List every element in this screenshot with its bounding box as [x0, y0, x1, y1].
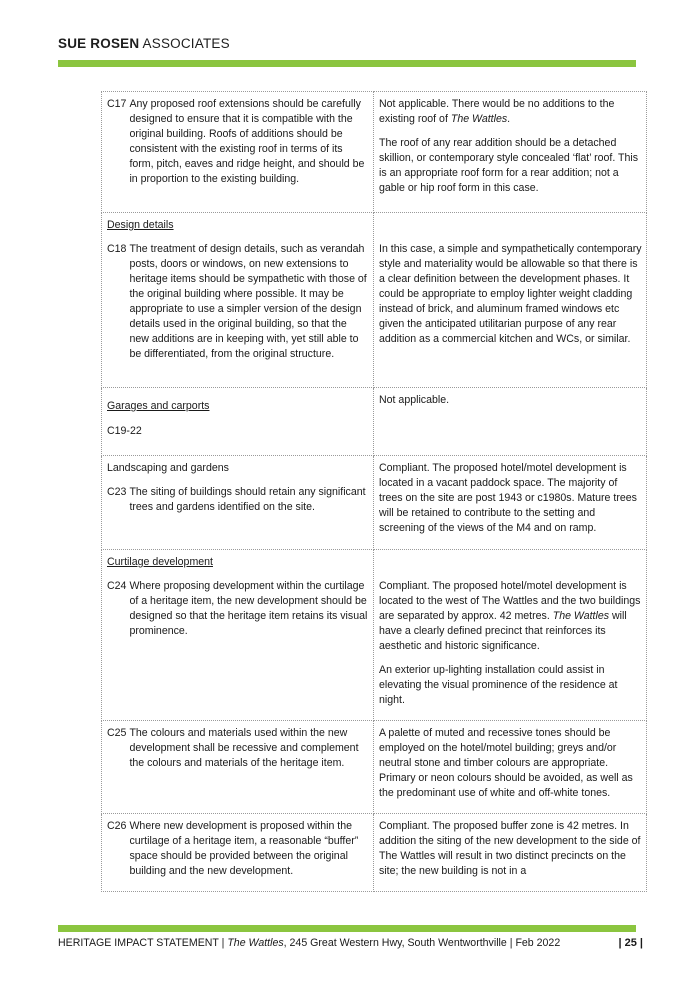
clause-text: The colours and materials used within the new development shall be recessive and complement the colours and materials of the heritage item.: [129, 727, 359, 769]
clause-number: C26: [107, 820, 127, 832]
response-text: [379, 579, 642, 654]
clause-text: Where proposing development within the curtilage of a heritage item, the new development should be designed so that the heritage item retains its visual prominence.: [129, 580, 368, 637]
clause-c25: [107, 726, 369, 771]
response-cell: [374, 456, 647, 550]
section-heading: Design details: [107, 219, 174, 231]
response-text: Compliant. The proposed hotel/motel development is located in a vacant paddock space. The majority of trees on the site are post 1943 or c1980s. Mature trees will be retained to contribute to the setting and screening of the views of the M4 and on ramp.: [379, 462, 637, 534]
page-footer: [58, 937, 643, 949]
clause-number: C25: [107, 727, 127, 739]
response-text: The roof of any rear addition should be a detached skillion, or contemporary style concealed ‘flat’ roof. This is an appropriate roof form for a rear addition; not a gable or hip roof form in this case.: [379, 137, 639, 194]
response-text: Compliant. The proposed buffer zone is 42 metres. In addition the siting of the new development to the side of The Wattles will result in two distinct precincts on the site; the new building is not in a: [379, 820, 641, 877]
clause-c17: [107, 97, 369, 187]
control-cell: [102, 213, 374, 388]
brand-name-bold: SUE ROSEN: [58, 36, 140, 51]
clause-number: C18: [107, 243, 127, 255]
clause-number: C24: [107, 580, 127, 592]
page-number: | 25 |: [618, 937, 643, 949]
clause-number: C19-22: [107, 425, 142, 437]
clause-number: C17: [107, 98, 127, 110]
control-cell: [102, 456, 374, 550]
clause-c18: [107, 242, 369, 362]
table-row: [102, 550, 647, 721]
response-text: An exterior up-lighting installation could assist in elevating the visual prominence of the residence at night.: [379, 664, 618, 706]
control-cell: [102, 721, 374, 814]
clause-text: The treatment of design details, such as verandah posts, doors or windows, on new extensions to heritage items should be sympathetic with those of the original building where possible. It may be appropriate to use a simpler version of the design details used in the original building, so that the new additions are in keeping with, yet still able to be differentiated, from the original structure.: [129, 243, 367, 360]
response-text: Not applicable.: [379, 394, 450, 406]
clause-number: C23: [107, 486, 127, 498]
response-text-part: Not applicable. There would be no additions to the existing roof of: [379, 98, 615, 125]
footer-doc-type: HERITAGE IMPACT STATEMENT |: [58, 937, 228, 949]
response-text: In this case, a simple and sympathetically contemporary style and materiality would be allowable so that there is a clear definition between the development phases. It could be appropriate to employ lighter weight cladding instead of brick, and aluminum framed windows etc given the anticipated utilitarian purpose of any rear addition as a commercial kitchen and WCs, or similar.: [379, 243, 642, 345]
clause-c24: [107, 579, 369, 639]
footer-accent-bar: [58, 925, 636, 932]
response-cell: [374, 388, 647, 456]
table-row: [102, 814, 647, 892]
clause-text: The siting of buildings should retain any significant trees and gardens identified on the site.: [129, 486, 366, 513]
table-row: [102, 721, 647, 814]
response-cell: [374, 550, 647, 721]
brand-name-light: ASSOCIATES: [142, 36, 230, 51]
response-text-part: Compliant. The proposed hotel/motel development is located to the west of The Wattles and the two buildings are separated by approx. 42 metres.: [379, 580, 641, 622]
response-cell: [374, 92, 647, 213]
response-cell: [374, 721, 647, 814]
table-row: [102, 213, 647, 388]
clause-text: Where new development is proposed within the curtilage of a heritage item, a reasonable “buffer” space should be provided between the original building and the new development.: [129, 820, 359, 877]
table-row: [102, 92, 647, 213]
response-text-part: will have a clearly defined precinct that reinforces its aesthetic and historic significance.: [379, 610, 627, 652]
control-cell: [102, 388, 374, 456]
response-text: [379, 97, 642, 127]
control-cell: [102, 92, 374, 213]
control-cell: [102, 550, 374, 721]
header-accent-bar: [58, 60, 636, 67]
company-brand: [58, 36, 230, 51]
clause-text: Any proposed roof extensions should be carefully designed to ensure that it is compatible with the original building. Roofs of additions should be consistent with the existing roof in terms of its form, pitch, eaves and ridge height, and should be in proportion to the existing building.: [129, 98, 365, 185]
response-cell: [374, 814, 647, 892]
clause-c26: [107, 819, 369, 879]
clause-c23: [107, 485, 369, 515]
response-text: A palette of muted and recessive tones should be employed on the hotel/motel building; greys and/or neutral stone and timber colours are appropriate. Primary or neon colours should be avoided, as well as the predominant use of white and off-white tones.: [379, 727, 633, 799]
section-heading: Curtilage development: [107, 556, 213, 568]
section-heading: Garages and carports: [107, 400, 210, 412]
section-heading: Landscaping and gardens: [107, 462, 229, 474]
response-text-part: .: [507, 113, 511, 125]
footer-property-name: The Wattles: [227, 937, 284, 949]
control-cell: [102, 814, 374, 892]
table-row: [102, 388, 647, 456]
heritage-controls-table: [101, 91, 647, 892]
property-name-italic: The Wattles: [552, 610, 610, 622]
footer-address-date: , 245 Great Western Hwy, South Wentworthville | Feb 2022: [283, 937, 561, 949]
table-row: [102, 456, 647, 550]
response-cell: [374, 213, 647, 388]
property-name-italic: The Wattles: [450, 113, 508, 125]
